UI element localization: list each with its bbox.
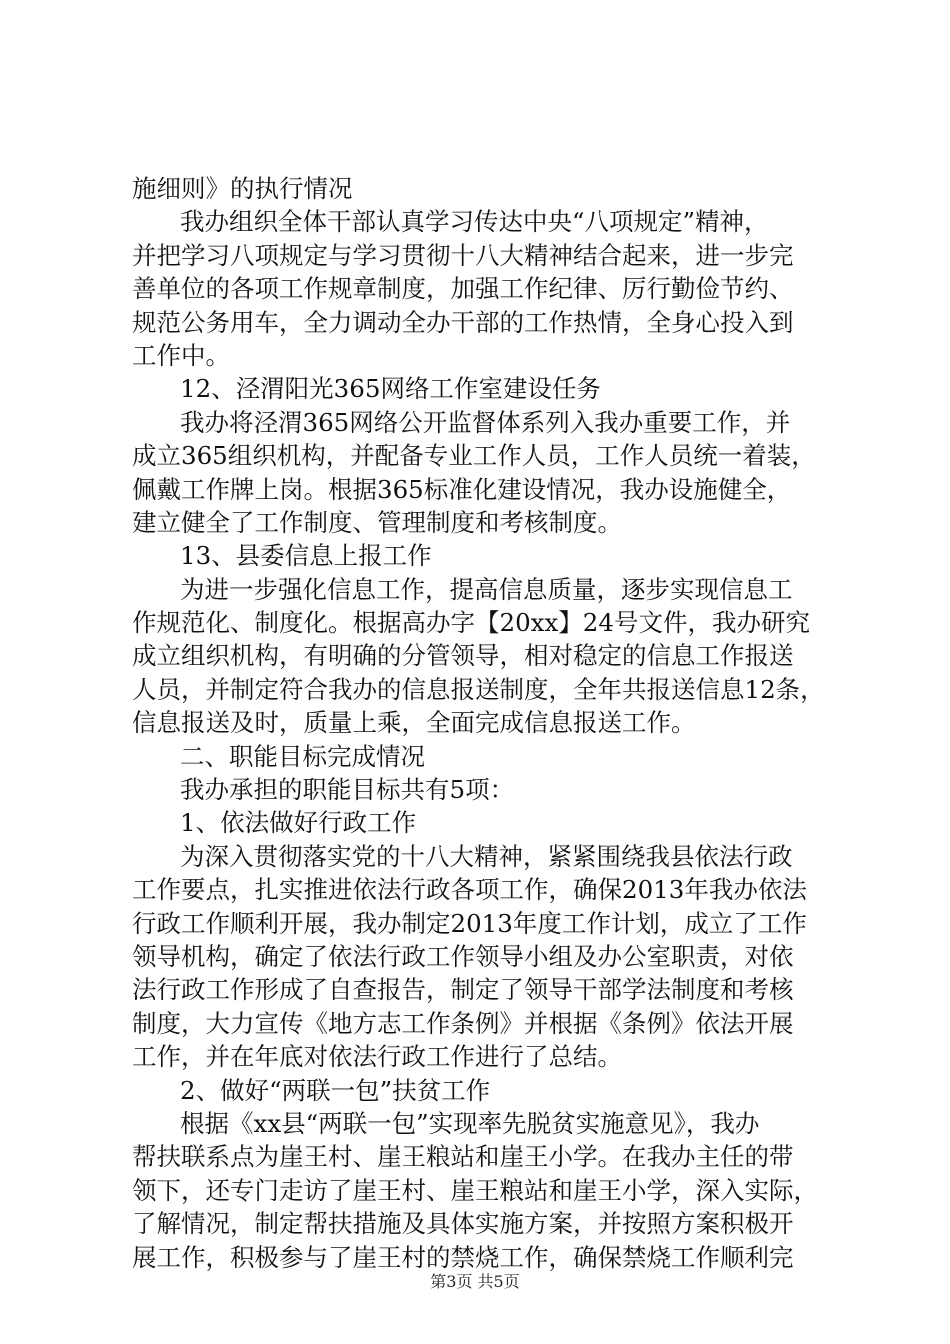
text-line: 13、县委信息上报工作 [180, 541, 432, 571]
text-line: 制度，大力宣传《地方志工作条例》并根据《条例》依法开展 [132, 1008, 794, 1038]
page-footer: 第3页 共5页 [430, 1272, 520, 1291]
text-line: 成立组织机构，有明确的分管领导，相对稳定的信息工作报送 [132, 641, 794, 671]
text-line: 信息报送及时，质量上乘，全面完成信息报送工作。 [132, 708, 696, 738]
text-line: 展工作，积极参与了崖王村的禁烧工作，确保禁烧工作顺利完 [132, 1242, 794, 1272]
text-line: 善单位的各项工作规章制度，加强工作纪律、厉行勤俭节约、 [132, 274, 794, 304]
document-body [132, 172, 832, 1274]
text-line: 12、泾渭阳光365网络工作室建设任务 [180, 374, 601, 404]
text-line: 领下，还专门走访了崖王村、崖王粮站和崖王小学，深入实际， [132, 1175, 818, 1205]
text-line: 根据《xx县“两联一包”实现率先脱贫实施意见》，我办 [180, 1108, 760, 1138]
text-line: 我办组织全体干部认真学习传达中央“八项规定”精神， [180, 207, 769, 237]
text-line: 帮扶联系点为崖王村、崖王粮站和崖王小学。在我办主任的带 [132, 1142, 794, 1172]
text-line: 规范公务用车，全力调动全办干部的工作热情，全身心投入到 [132, 307, 794, 337]
text-line: 领导机构，确定了依法行政工作领导小组及办公室职责，对依 [132, 941, 794, 971]
text-line: 二、职能目标完成情况 [180, 741, 425, 771]
text-line: 行政工作顺利开展，我办制定2013年度工作计划，成立了工作 [132, 908, 807, 938]
text-line: 建立健全了工作制度、管理制度和考核制度。 [132, 507, 622, 537]
text-line: 我办将泾渭365网络公开监督体系列入我办重要工作，并 [180, 407, 791, 437]
text-line: 法行政工作形成了自查报告，制定了领导干部学法制度和考核 [132, 975, 794, 1005]
text-line: 1、依法做好行政工作 [180, 808, 417, 838]
text-line: 工作中。 [132, 340, 230, 370]
text-line: 人员，并制定符合我办的信息报送制度，全年共报送信息12条， [132, 674, 825, 704]
text-line: 工作要点，扎实推进依法行政各项工作，确保2013年我办依法 [132, 875, 807, 905]
text-line: 为深入贯彻落实党的十八大精神，紧紧围绕我县依法行政 [180, 841, 793, 871]
text-line: 作规范化、制度化。根据高办字【20xx】24号文件，我办研究 [132, 608, 810, 638]
text-line: 并把学习八项规定与学习贯彻十八大精神结合起来，进一步完 [132, 240, 794, 270]
text-line: 成立365组织机构，并配备专业工作人员，工作人员统一着装， [132, 441, 816, 471]
text-line: 我办承担的职能目标共有5项： [180, 775, 515, 805]
text-line: 2、做好“两联一包”扶贫工作 [180, 1075, 491, 1105]
text-line: 工作，并在年底对依法行政工作进行了总结。 [132, 1042, 622, 1072]
text-line: 施细则》的执行情况 [132, 174, 353, 203]
text-line: 佩戴工作牌上岗。根据365标准化建设情况，我办设施健全， [132, 474, 792, 504]
text-line: 了解情况，制定帮扶措施及具体实施方案，并按照方案积极开 [132, 1209, 794, 1239]
text-line: 为进一步强化信息工作，提高信息质量，逐步实现信息工 [180, 574, 793, 604]
